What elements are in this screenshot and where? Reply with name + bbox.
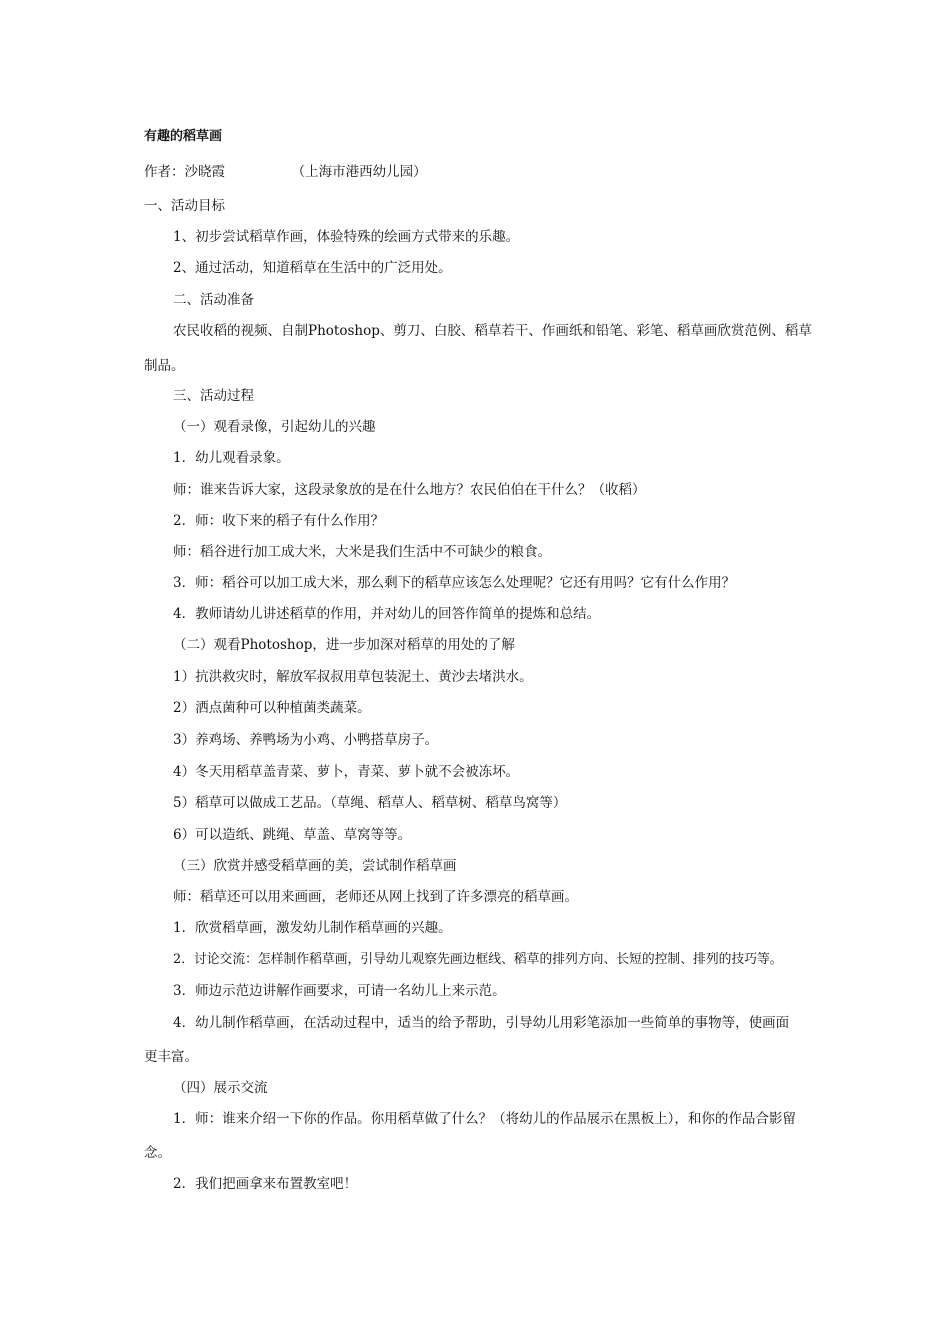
paragraph: 1．欣赏稻草画，激发幼儿制作稻草画的兴趣。 [173,920,452,936]
paragraph: 3．师边示范边讲解作画要求，可请一名幼儿上来示范。 [173,983,506,999]
list-item: 1）抗洪救灾时，解放军叔叔用草包装泥土、黄沙去堵洪水。 [173,669,533,685]
paragraph: 1、初步尝试稻草作画，体验特殊的绘画方式带来的乐趣。 [173,229,520,245]
paragraph: 师：谁来告诉大家，这段录象放的是在什么地方？农民伯伯在干什么？（收稻） [173,482,646,498]
paragraph: 1．师：谁来介绍一下你的作品。你用稻草做了什么？（将幼儿的作品展示在黑板上），和你的作品合影留 [173,1111,796,1127]
paragraph: 师：稻草还可以用来画画，老师还从网上找到了许多漂亮的稻草画。 [173,889,578,905]
paragraph: 4．教师请幼儿讲述稻草的作用，并对幼儿的回答作简单的提炼和总结。 [173,606,601,622]
section-heading: 一、活动目标 [144,198,225,214]
paragraph: 农民收稻的视频、自制Photoshop、剪刀、白胶、稻草若干、作画纸和铅笔、彩笔、稻草画欣赏范例、稻草 [173,323,812,339]
paragraph: 2．师：收下来的稻子有什么作用？ [173,513,385,529]
author: 作者：沙晓霞 [144,164,225,180]
paragraph: 更丰富。 [144,1049,198,1065]
paragraph: 制品。 [144,358,185,374]
subsection-heading: （四）展示交流 [173,1080,268,1096]
school: （上海市港西幼儿园） [291,164,427,180]
list-item: 4）冬天用稻草盖青菜、萝卜，青菜、萝卜就不会被冻坏。 [173,764,520,780]
list-item: 6）可以造纸、跳绳、草盖、草窝等等。 [173,827,412,843]
paragraph: 2．讨论交流：怎样制作稻草画，引导幼儿观察先画边框线、稻草的排列方向、长短的控制、排列的技巧等。 [173,952,783,967]
list-item: 3）养鸡场、养鸭场为小鸡、小鸭搭草房子。 [173,732,439,748]
list-item: 2）洒点菌种可以种植菌类蔬菜。 [173,700,371,716]
subsection-heading: （一）观看录像，引起幼儿的兴趣 [173,419,376,435]
paragraph: 2、通过活动，知道稻草在生活中的广泛用处。 [173,260,452,276]
section-heading: 二、活动准备 [173,292,254,308]
section-heading: 三、活动过程 [173,388,254,404]
paragraph: 2．我们把画拿来布置教室吧！ [173,1176,358,1192]
paragraph: 念。 [144,1145,171,1161]
author-line [144,163,830,181]
paragraph: 1．幼儿观看录象。 [173,450,290,466]
paragraph: 3．师：稻谷可以加工成大米，那么剩下的稻草应该怎么处理呢？它还有用吗？它有什么作用？ [173,575,736,591]
list-item: 5）稻草可以做成工艺品。（草绳、稻草人、稻草树、稻草鸟窝等） [173,795,567,811]
subsection-heading: （二）观看Photoshop，进一步加深对稻草的用处的了解 [173,637,515,653]
doc-title: 有趣的稻草画 [144,129,223,144]
paragraph: 师：稻谷进行加工成大米，大米是我们生活中不可缺少的粮食。 [173,544,551,560]
subsection-heading: （三）欣赏并感受稻草画的美，尝试制作稻草画 [173,858,457,874]
paragraph: 4．幼儿制作稻草画，在活动过程中，适当的给予帮助，引导幼儿用彩笔添加一些简单的事物等，使画面 [173,1015,790,1031]
